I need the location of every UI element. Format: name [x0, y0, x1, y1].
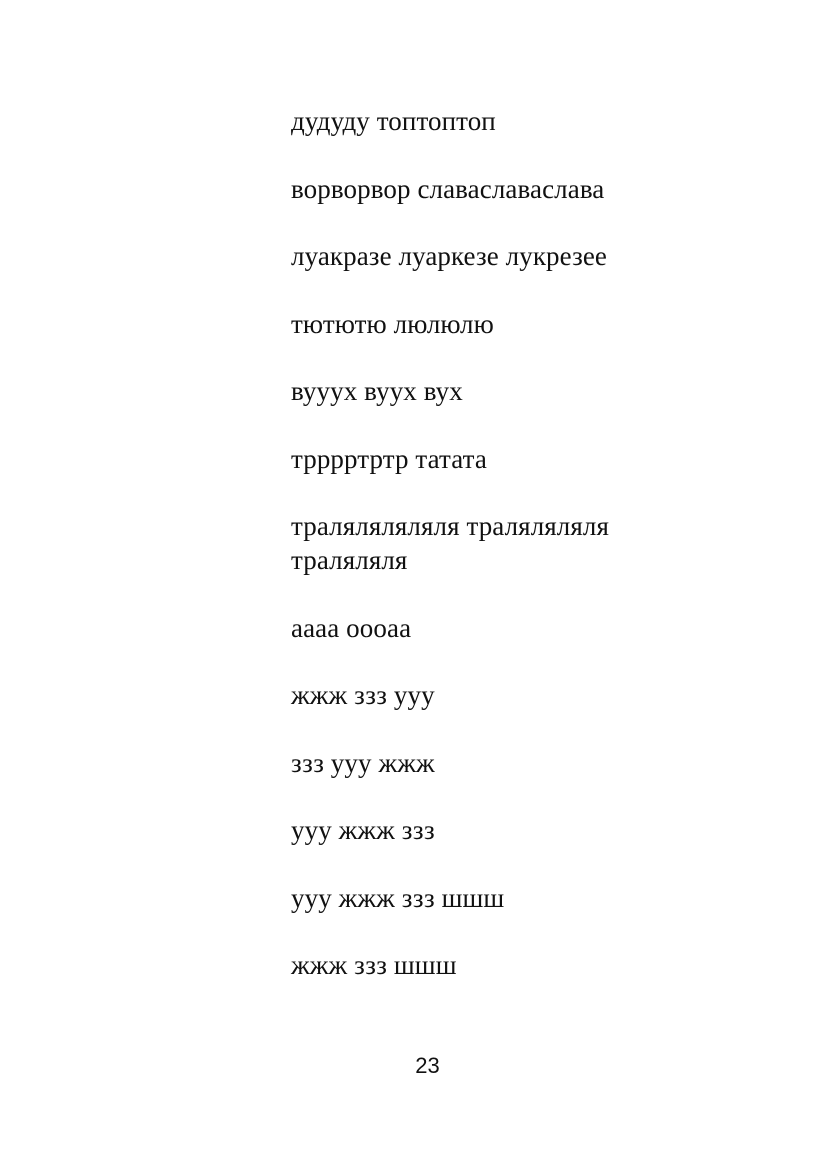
- poem-line: траляляляляля траляляляля траляляля: [291, 511, 609, 575]
- poem-line: тютютю люлюлю: [291, 308, 494, 339]
- poem-line: жжж ззз шшш: [291, 950, 457, 980]
- poem-line: вууух вуух вух: [291, 376, 463, 406]
- poem-line: аааа оооаа: [291, 612, 412, 643]
- page-number: 23: [415, 1053, 440, 1078]
- poem-line: ууу жжж ззз: [291, 815, 435, 845]
- poem-line: ззз ууу жжж: [291, 747, 435, 778]
- poem-text: [291, 104, 711, 1016]
- poem-line: жжж ззз ууу: [291, 680, 435, 710]
- poem-line: луакразе луаркезе лукрезее: [291, 241, 608, 271]
- poem-line: ууу жжж ззз шшш: [291, 882, 505, 913]
- poem-line: дудуду топтоптоп: [291, 106, 496, 136]
- poem-line: трррртртр татата: [291, 443, 487, 474]
- poem-line: ворворвор славаславаслава: [291, 173, 605, 204]
